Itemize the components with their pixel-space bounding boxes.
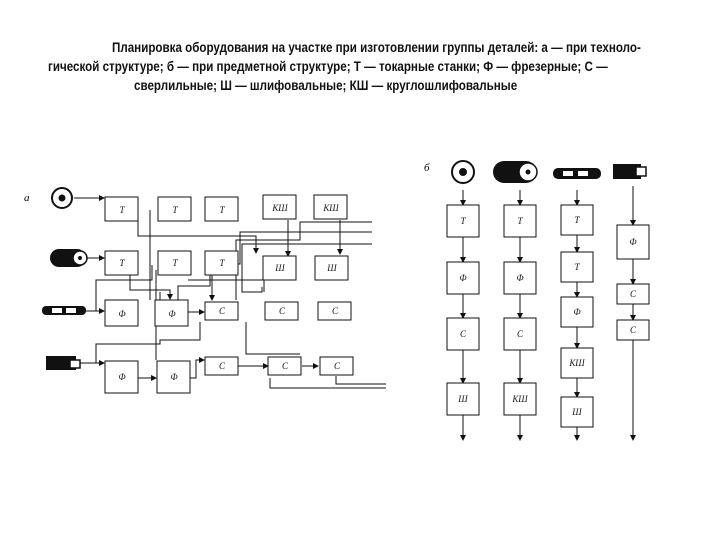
machine-a-s6-label: С — [333, 361, 341, 371]
machine-a-ksh1-label: КШ — [272, 203, 288, 213]
machine-label: Т — [517, 216, 523, 226]
panel-b-label: б — [424, 162, 430, 174]
machine-a-f2-label: Ф — [168, 309, 176, 319]
panel-b-shaft-part-icon — [553, 168, 601, 179]
machine-label: Т — [574, 262, 580, 272]
cylinder-part-icon — [50, 249, 87, 267]
panel-a-machines — [105, 195, 353, 393]
panel-a-label: а — [24, 192, 30, 204]
machine-a-f3-label: Ф — [118, 372, 126, 382]
machine-a-t4-label: Т — [119, 258, 125, 268]
bracket-part-icon — [46, 356, 80, 370]
machine-a-t2-label: Т — [172, 205, 178, 215]
machine-label: Ф — [516, 273, 524, 283]
machine-a-t3-label: Т — [219, 205, 225, 215]
panel-b-flows — [447, 186, 649, 440]
machine-label: С — [629, 325, 637, 335]
machine-label: Ш — [572, 407, 582, 417]
machine-a-sh1-label: Ш — [275, 263, 285, 273]
machine-label: КШ — [569, 358, 585, 368]
machine-a-t5-label: Т — [172, 258, 178, 268]
machine-a-s3-label: С — [331, 306, 339, 316]
machine-a-f4-label: Ф — [170, 372, 178, 382]
machine-label: Ф — [459, 273, 467, 283]
panel-b-disc-part-icon — [452, 161, 474, 183]
machine-label: Ф — [629, 237, 637, 247]
panel-b-cylinder-part-icon — [493, 161, 537, 183]
machine-label: Ф — [573, 307, 581, 317]
panel-b-bracket-part-icon — [613, 164, 646, 179]
machine-a-f1-label: Ф — [118, 309, 126, 319]
caption-line-2: гической структуре; б — при предметной структуре; Т — токарные станки; Ф — фрезерные; С — — [48, 59, 608, 74]
caption-line-1: Планировка оборудования на участке при изготовлении группы деталей: а — при техноло- — [112, 40, 641, 55]
machine-a-ksh2-label: КШ — [323, 203, 339, 213]
machine-label: С — [459, 329, 467, 339]
shaft-part-icon — [42, 306, 86, 315]
machine-label: С — [629, 289, 637, 299]
caption-line-3: сверлильные; Ш — шлифовальные; КШ — круглошлифовальные — [134, 78, 518, 93]
machine-a-s4-label: С — [218, 361, 226, 371]
machine-a-t6-label: Т — [219, 258, 225, 268]
panel-b — [424, 161, 649, 440]
machine-label: Ш — [458, 394, 468, 404]
machine-label: Т — [574, 215, 580, 225]
machine-a-s1-label: С — [218, 306, 226, 316]
machine-a-sh2-label: Ш — [327, 263, 337, 273]
disc-part-icon — [52, 188, 72, 208]
panel-a — [24, 188, 386, 393]
machine-a-s2-label: С — [278, 306, 286, 316]
machine-label: С — [516, 329, 524, 339]
machine-a-s5-label: С — [281, 361, 289, 371]
machine-label: КШ — [512, 394, 528, 404]
machine-label: Т — [460, 216, 466, 226]
machine-a-t1-label: Т — [119, 205, 125, 215]
